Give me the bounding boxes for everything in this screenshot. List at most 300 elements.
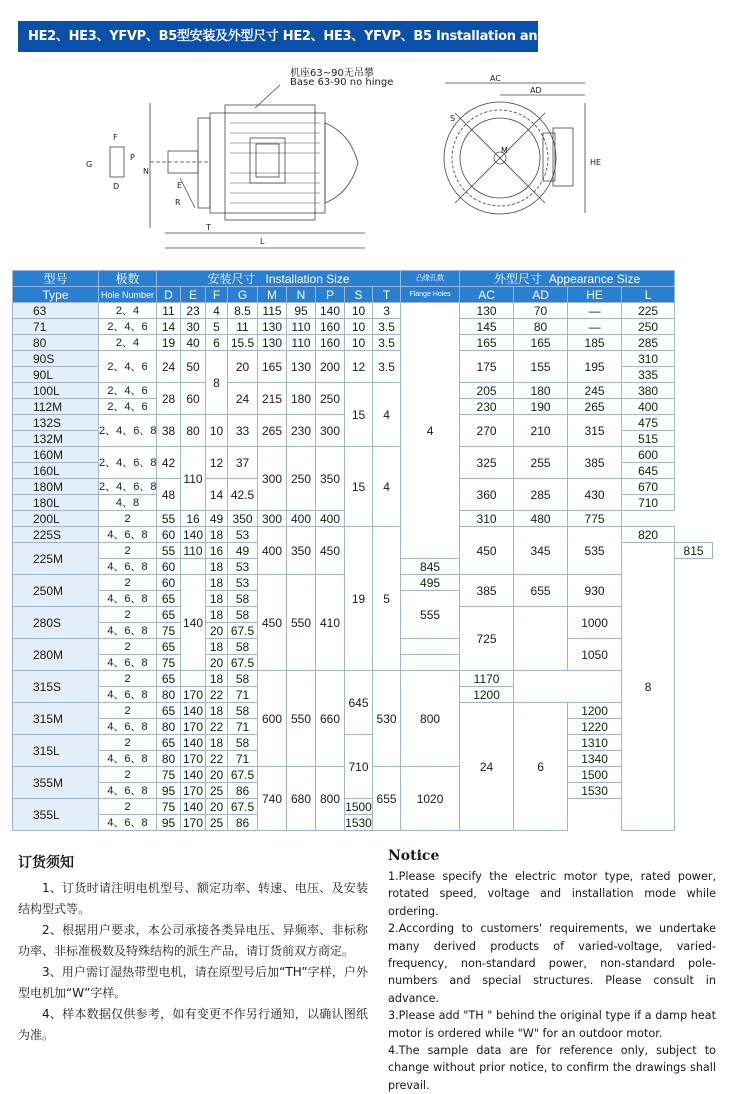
cell: 325	[460, 447, 514, 479]
col-ac: AC	[460, 287, 514, 303]
cell: 170	[181, 719, 206, 735]
cell	[401, 655, 460, 671]
cell: 385	[568, 447, 622, 479]
cell: 230	[460, 399, 514, 415]
cell: 1220	[568, 719, 622, 735]
cell-type: 180L	[13, 495, 99, 511]
cell: 14	[157, 319, 181, 335]
cell: 1310	[568, 735, 622, 751]
cell-pole: 2、4、6	[99, 351, 157, 383]
cell: 140	[181, 767, 206, 783]
cell: 740	[258, 767, 287, 831]
cell: 315	[568, 415, 622, 447]
page-banner: HE2、HE3、YFVP、B5型安装及外型尺寸 HE2、HE3、YFVP、B5 Installation and Appearance Size	[18, 21, 538, 52]
cell: 930	[568, 575, 622, 607]
cell: 400	[287, 511, 316, 527]
cell: 33	[228, 415, 258, 447]
cell-pole: 2	[99, 543, 157, 559]
cell: 205	[460, 383, 514, 399]
cell: 3.5	[373, 335, 401, 351]
dim-label: G	[86, 160, 93, 169]
cell: 310	[460, 511, 514, 527]
cell-pole: 2	[99, 671, 157, 687]
cell: 20	[206, 655, 228, 671]
cell-type: 90L	[13, 367, 99, 383]
cell: 165	[258, 351, 287, 383]
cell: 12	[206, 447, 228, 479]
cell-pole: 4、8	[99, 495, 157, 511]
cell-pole: 2	[99, 511, 157, 527]
cell: 110	[181, 543, 206, 559]
cell: 65	[157, 735, 181, 751]
table-row	[13, 303, 713, 319]
notes-cn-title: 订货须知	[18, 855, 74, 871]
cell: 80	[157, 687, 181, 703]
cell: 58	[228, 591, 258, 607]
cell-f: 8	[206, 351, 228, 415]
cell-type: 100L	[13, 383, 99, 399]
cell: 71	[228, 687, 258, 703]
cell: 22	[206, 687, 228, 703]
cell: 1020	[401, 767, 460, 831]
cell: 58	[228, 607, 258, 623]
cell-type: 71	[13, 319, 99, 335]
cell: 58	[228, 671, 258, 687]
cell: 18	[206, 559, 228, 575]
cell: 53	[228, 527, 258, 543]
cell: 1200	[460, 687, 514, 703]
cell: 115	[258, 303, 287, 319]
dim-label: L	[260, 237, 265, 246]
cell: 60	[181, 383, 206, 415]
cell: 10	[345, 303, 373, 319]
cell: 170	[181, 783, 206, 799]
cell-type: 315S	[13, 671, 99, 703]
cell: 95	[287, 303, 316, 319]
cell: 67.5	[228, 799, 258, 815]
cell: 660	[316, 671, 345, 767]
cell: 50	[181, 351, 206, 383]
cell-pole: 2、4、6、8	[99, 415, 157, 447]
cell-type: 160M	[13, 447, 99, 463]
cell: 20	[206, 799, 228, 815]
cell: 670	[622, 479, 675, 495]
cell: 1500	[345, 799, 372, 814]
cell-pole: 2、4、6、8	[99, 480, 157, 493]
cell: 300	[258, 447, 287, 511]
cell	[401, 639, 460, 655]
cell: 180	[287, 383, 316, 415]
cell: 555	[401, 591, 460, 639]
cell: 285	[622, 335, 675, 351]
cell: 130	[460, 303, 514, 319]
type-header-cn: 型号	[13, 271, 99, 287]
drawing-note-cn: 机座63~90无吊攀	[290, 68, 374, 79]
dim-label: AD	[530, 86, 542, 95]
cell: 67.5	[228, 767, 258, 783]
cell: 37	[228, 447, 258, 479]
table-row	[13, 815, 713, 831]
cell: 600	[622, 447, 675, 463]
cell-pole: 2、4、6	[99, 383, 157, 399]
cell: 18	[206, 735, 228, 751]
cell: 480	[514, 511, 568, 527]
cell-pole: 2	[99, 607, 157, 623]
cell-type: 225S	[13, 527, 99, 543]
cell: 80	[157, 719, 181, 735]
col-he: HE	[568, 287, 622, 303]
cell: 185	[568, 335, 622, 351]
cell: 130	[258, 335, 287, 351]
cell: 335	[622, 367, 675, 383]
cell: 11	[157, 303, 181, 319]
notes-cn-item: 4、样本数据仅供参考，如有变更不作另行通知，以确认图纸为准。	[18, 1007, 368, 1042]
dim-label: S	[450, 114, 456, 123]
cell-pole: 2、4、6、8	[99, 447, 157, 479]
table-row	[13, 527, 713, 543]
cell-pole: 4、6、8	[99, 591, 157, 607]
pole-header-cn: 极数	[99, 271, 157, 287]
cell: 200	[316, 351, 345, 383]
cell: 450	[316, 527, 345, 575]
notes-en-title: Notice	[388, 848, 440, 864]
cell: 210	[514, 415, 568, 447]
cell: 5	[206, 319, 228, 335]
cell: 15	[345, 383, 373, 447]
cell: 58	[228, 703, 258, 719]
cell-pole: 4、6、8	[99, 623, 157, 639]
cell: 110	[287, 319, 316, 335]
cell: 6	[206, 335, 228, 351]
table-row	[13, 735, 713, 751]
cell: 515	[622, 431, 675, 447]
cell-pole: 4、6、8	[99, 527, 157, 543]
notes-cn-item: 2、根据用户要求，本公司承接各类异电压、异频率、非标称功率、非标准极数及特殊结构的派生产品，请订货前双方商定。	[18, 923, 368, 958]
cell: 38	[157, 415, 181, 447]
cell: 190	[514, 399, 568, 415]
dim-label: E	[177, 181, 183, 190]
col-d: D	[157, 287, 181, 303]
cell: 215	[258, 383, 287, 415]
cell: 16	[206, 543, 228, 559]
cell: 250	[622, 319, 675, 335]
cell-type: 160L	[13, 463, 99, 479]
cell: 310	[622, 351, 675, 367]
cell: 1530	[345, 815, 372, 830]
cell: 160	[316, 319, 345, 335]
dim-label: HE	[590, 158, 602, 167]
cell: 800	[316, 767, 345, 831]
cell: 645	[345, 671, 373, 735]
cell: 49	[228, 543, 258, 559]
cell: 110	[181, 447, 206, 511]
cell: —	[568, 319, 622, 335]
cell	[181, 559, 206, 575]
cell-s: 19	[345, 527, 373, 671]
cell: 80	[514, 319, 568, 335]
cell: 25	[206, 783, 228, 799]
cell: 58	[228, 735, 258, 751]
cell: 430	[568, 479, 622, 511]
cell: 170	[181, 815, 206, 831]
cell: 3.5	[373, 319, 401, 335]
cell: 18	[206, 591, 228, 607]
cell: 71	[228, 719, 258, 735]
cell: 20	[228, 351, 258, 383]
cell-pole: 2、4	[99, 335, 157, 351]
notes-cn	[18, 852, 368, 1046]
cell: 10	[345, 335, 373, 351]
cell: 67.5	[228, 623, 258, 639]
cell: 155	[514, 351, 568, 383]
cell: 95	[157, 815, 181, 831]
table-row	[13, 671, 713, 687]
cell: 775	[568, 511, 622, 527]
cell: 550	[287, 671, 316, 767]
dim-label: P	[130, 153, 135, 162]
cell: 86	[228, 815, 258, 831]
cell: 8.5	[228, 303, 258, 319]
col-g: G	[228, 287, 258, 303]
cell: 11	[228, 319, 258, 335]
cell: 255	[514, 447, 568, 479]
notes-en-item: 4.The sample data are for reference only, subject to change without prior notice, to confirm the drawings shall prevail.	[388, 1044, 716, 1092]
cell: 475	[622, 415, 675, 431]
cell: 230	[287, 415, 316, 447]
cell: 140	[181, 735, 206, 751]
cell: 170	[181, 687, 206, 703]
cell: 195	[568, 351, 622, 383]
cell: 495	[401, 575, 460, 591]
cell: 10	[345, 319, 373, 335]
cell: 360	[460, 479, 514, 511]
cell: 65	[157, 591, 181, 607]
cell-pole: 2	[99, 703, 157, 719]
cell: 60	[157, 575, 181, 591]
cell-flange: 4	[401, 303, 460, 559]
cell: 145	[460, 319, 514, 335]
cell-type: 200L	[13, 511, 99, 527]
cell: 130	[287, 351, 316, 383]
cell: 140	[181, 799, 206, 815]
cell: 86	[228, 783, 258, 799]
notes-en-item: 3.Please add "TH " behind the original type if a damp heat motor is ordered while "W" for an outdoor motor.	[388, 1009, 716, 1040]
cell: 20	[206, 767, 228, 783]
cell: 15	[345, 447, 373, 527]
cell: 14	[206, 479, 228, 511]
cell: 70	[514, 303, 568, 319]
cell: 265	[568, 399, 622, 415]
cell: 270	[460, 415, 514, 447]
cell-type: 225M	[13, 543, 99, 575]
cell: 350	[287, 527, 316, 575]
cell: 170	[181, 751, 206, 767]
cell-pole: 4、6、8	[99, 719, 157, 735]
cell: 18	[206, 527, 228, 543]
cell: 450	[460, 527, 514, 575]
cell: 530	[373, 671, 401, 767]
cell: 24	[460, 703, 514, 831]
cell: 535	[568, 527, 622, 575]
col-ad: AD	[514, 287, 568, 303]
cell-type: 280M	[13, 639, 99, 671]
cell: 385	[460, 575, 514, 607]
cell: 645	[622, 463, 675, 479]
cell-pole: 2、4	[99, 303, 157, 319]
cell: 265	[258, 415, 287, 447]
cell: 42	[157, 447, 181, 479]
col-e: E	[181, 287, 206, 303]
appear-header: 外型尺寸 Appearance Size	[460, 271, 675, 287]
cell: 3	[373, 303, 401, 319]
cell: 160	[316, 335, 345, 351]
cell: 12	[345, 351, 373, 383]
cell: 18	[206, 639, 228, 655]
cell: 53	[228, 559, 258, 575]
cell: 655	[373, 767, 401, 831]
notes-cn-item: 1、订货时请注明电机型号、额定功率、转速、电压、及安装结构型式等。	[18, 881, 368, 916]
cell: 30	[181, 319, 206, 335]
cell-pole: 4、6、8	[99, 655, 157, 671]
cell: 4	[373, 383, 401, 447]
table-row	[13, 335, 713, 351]
cell: 75	[157, 623, 181, 639]
notes-en	[388, 848, 716, 1094]
cell: 300	[316, 415, 345, 447]
col-n: N	[287, 287, 316, 303]
col-s: S	[345, 287, 373, 303]
cell: 1500	[568, 767, 622, 783]
cell: 80	[181, 415, 206, 447]
cell: 400	[316, 511, 345, 527]
cell: 60	[157, 527, 181, 543]
cell: 6	[514, 703, 568, 831]
cell-type: 355L	[13, 799, 99, 831]
pole-header-en: Hole Number	[99, 287, 157, 303]
cell: 18	[206, 575, 228, 591]
cell-type: 250M	[13, 575, 99, 607]
dim-label: T	[206, 223, 211, 232]
cell: 15.5	[228, 335, 258, 351]
cell: 250	[316, 383, 345, 415]
cell: 80	[157, 751, 181, 767]
cell: 245	[568, 383, 622, 399]
cell: 4	[206, 303, 228, 319]
cell: 225	[622, 303, 675, 319]
cell: 49	[206, 511, 228, 527]
cell-type: 280S	[13, 607, 99, 639]
cell-pole: 4、6、8	[99, 751, 157, 767]
col-l: L	[622, 287, 675, 303]
cell: 250	[287, 447, 316, 511]
cell: 710	[622, 495, 675, 511]
cell: 75	[157, 767, 181, 783]
dim-label: M	[501, 146, 508, 155]
cell: 75	[157, 799, 181, 815]
cell: 19	[157, 335, 181, 351]
cell: 20	[206, 623, 228, 639]
notes-en-item: 2.According to customers' requirements, we undertake many derived products of varied-voltage, varied-frequency, non-standard power, non-standard pole-numbers and special structures. Please consult in advance.	[388, 922, 716, 1005]
cell: 10	[206, 415, 228, 447]
dim-label: AC	[490, 74, 501, 83]
cell: 1340	[568, 751, 622, 767]
cell-type: 112M	[13, 399, 99, 415]
cell-pole: 4、6、8	[99, 783, 157, 799]
cell: 65	[157, 607, 181, 623]
cell-t: 5	[373, 527, 401, 671]
cell: 140	[181, 575, 206, 671]
cell: 1000	[568, 607, 622, 639]
type-header-en: Type	[13, 287, 99, 303]
cell: 67.5	[228, 655, 258, 671]
cell: 180	[514, 383, 568, 399]
side-view-drawing	[80, 63, 380, 263]
dim-label: R	[175, 198, 181, 207]
cell: 28	[157, 383, 181, 415]
cell-pole: 2	[99, 639, 157, 655]
cell: 23	[181, 303, 206, 319]
cell: 165	[460, 335, 514, 351]
cell: 71	[228, 751, 258, 767]
cell: 22	[206, 751, 228, 767]
cell: 140	[316, 303, 345, 319]
cell-pole: 2	[99, 799, 157, 815]
table-row	[13, 447, 713, 463]
col-t: T	[373, 287, 401, 303]
cell: 655	[514, 575, 568, 607]
cell: 42.5	[228, 479, 258, 511]
cell: 400	[622, 399, 675, 415]
table-row	[13, 383, 713, 399]
cell: 285	[514, 479, 568, 511]
cell: 350	[316, 447, 345, 511]
cell-pole: 2	[99, 575, 157, 591]
cell-type: 180M	[13, 479, 99, 495]
cell-type: 63	[13, 303, 99, 319]
cell: 75	[157, 655, 181, 671]
col-f: F	[206, 287, 228, 303]
cell: 815	[675, 543, 713, 559]
cell: 65	[157, 703, 181, 719]
cell: 450	[258, 575, 287, 671]
cell	[514, 607, 568, 671]
cell: 1530	[568, 783, 622, 799]
notes-cn-item: 3、用户需订湿热带型电机，请在原型号后加“TH”字样，户外型电机加“W”字样。	[18, 965, 368, 1000]
spec-table	[12, 270, 713, 831]
cell-pole: 2、4、6	[99, 399, 157, 415]
cell: 65	[157, 639, 181, 655]
cell: 130	[258, 319, 287, 335]
cell-flange: 8	[622, 543, 675, 831]
cell: 55	[157, 543, 181, 559]
cell: 845	[401, 559, 460, 575]
cell: 725	[460, 607, 514, 671]
install-header: 安装尺寸 Installation Size	[157, 271, 401, 287]
motor-drawings	[0, 58, 730, 263]
cell	[181, 671, 206, 687]
dim-label: F	[113, 133, 118, 142]
cell-pole: 4、6、8	[99, 559, 157, 575]
cell-type: 132M	[13, 431, 99, 447]
cell-type: 90S	[13, 351, 99, 367]
cell: 18	[206, 607, 228, 623]
drawing-note-en: Base 63-90 no hinge	[290, 77, 394, 88]
flange-header-cn: 凸缘孔数	[401, 271, 460, 287]
cell-type: 315L	[13, 735, 99, 767]
cell: 65	[157, 671, 181, 687]
cell-pole: 2	[99, 767, 157, 783]
notes-en-item: 1.Please specify the electric motor type, rated power, rotated speed, voltage and installation mode while ordering.	[388, 870, 716, 918]
